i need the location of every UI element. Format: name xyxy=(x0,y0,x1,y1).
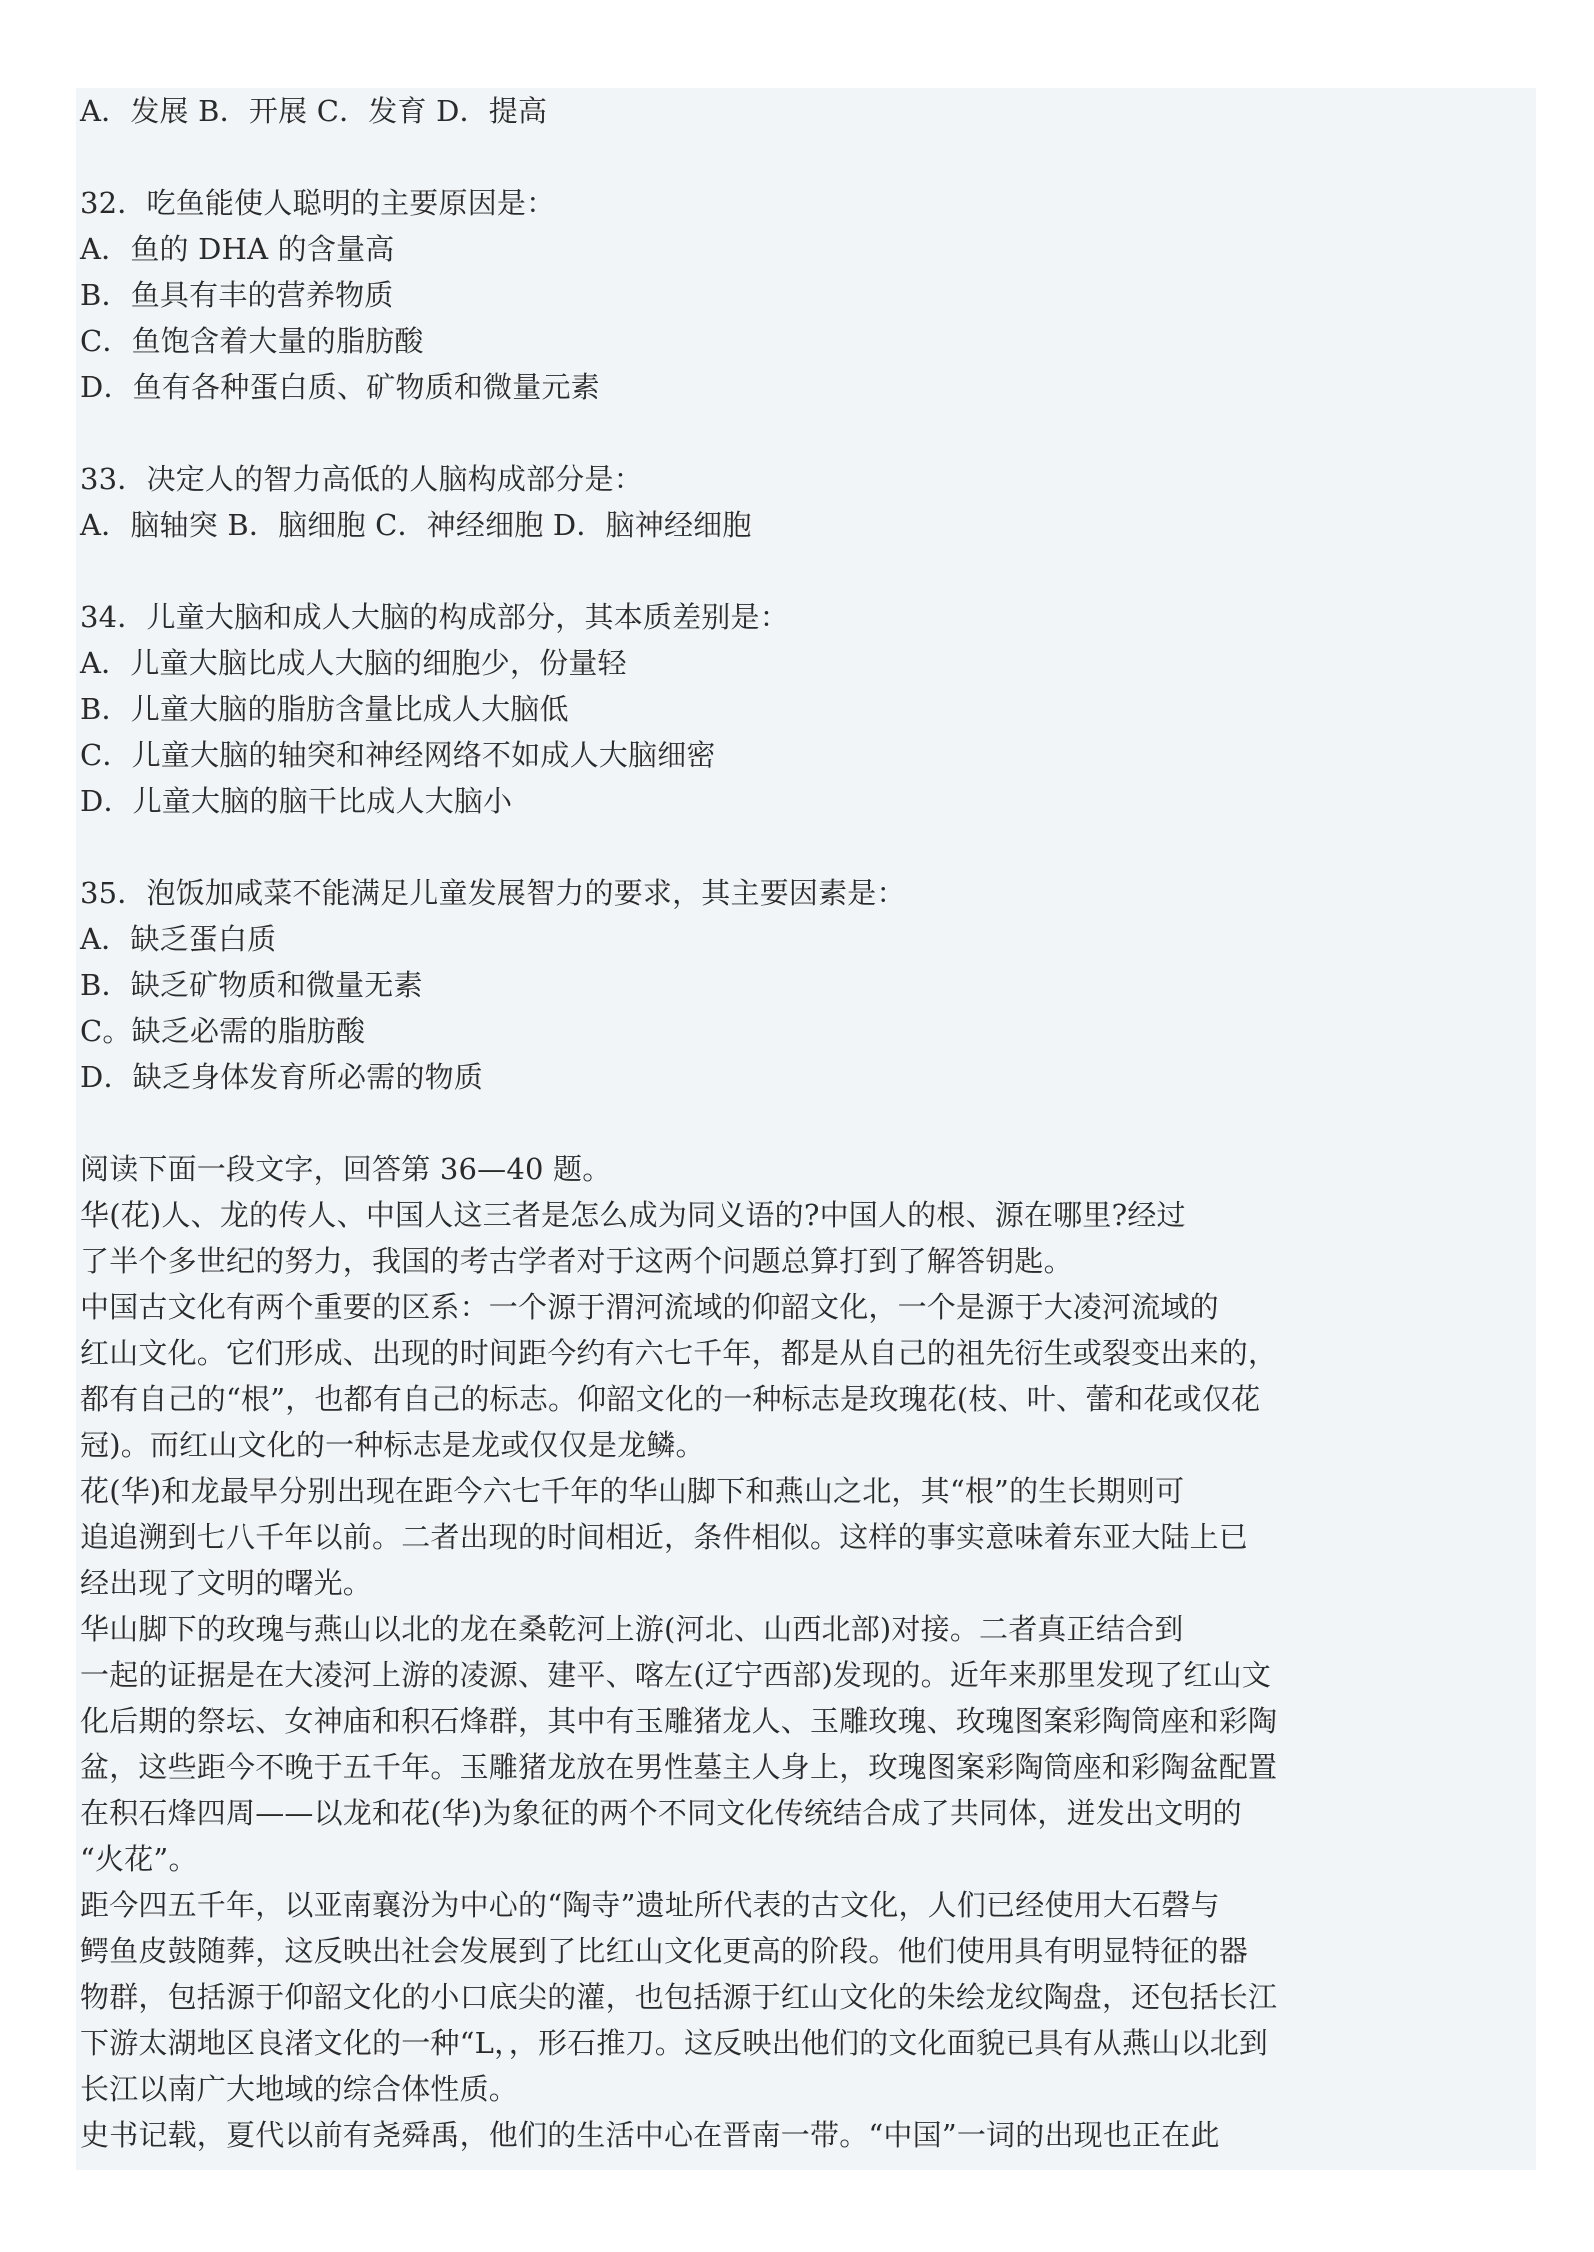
passage-line: 史书记载，夏代以前有尧舜禹，他们的生活中心在晋南一带。“中国”一词的出现也正在此 xyxy=(80,2118,1220,2152)
paragraph-gap xyxy=(80,548,1520,594)
question-35-option-d: D．缺乏身体发育所必需的物质 xyxy=(80,1060,484,1094)
passage-line: 一起的证据是在大凌河上游的凌源、建平、喀左(辽宁西部)发现的。近年来那里发现了红山文 xyxy=(80,1658,1272,1692)
question-31 xyxy=(80,88,1520,134)
question-34 xyxy=(80,594,1520,824)
passage-line: 经出现了文明的曙光。 xyxy=(80,1566,373,1600)
question-34-option-c: C．儿童大脑的轴突和神经网络不如成人大脑细密 xyxy=(80,738,716,772)
question-34-option-a: A．儿童大脑比成人大脑的细胞少，份量轻 xyxy=(80,646,627,680)
question-35-option-a: A．缺乏蛋白质 xyxy=(80,922,277,956)
question-32-option-c: C．鱼饱含着大量的脂肪酸 xyxy=(80,324,424,358)
question-33-options: A．脑轴突 B．脑细胞 C．神经细胞 D．脑神经细胞 xyxy=(80,508,752,542)
passage-line: 中国古文化有两个重要的区系：一个源于渭河流域的仰韶文化，一个是源于大凌河流域的 xyxy=(80,1290,1219,1324)
question-32 xyxy=(80,180,1520,410)
passage-line: 在积石烽四周——以龙和花(华)为象征的两个不同文化传统结合成了共同体，迸发出文明的 xyxy=(80,1796,1242,1830)
question-33-stem: 33．决定人的智力高低的人脑构成部分是： xyxy=(80,462,643,496)
passage-line: 化后期的祭坛、女神庙和积石烽群，其中有玉雕猪龙人、玉雕玫瑰、玫瑰图案彩陶筒座和彩陶 xyxy=(80,1704,1278,1738)
passage-intro: 阅读下面一段文字，回答第 36—40 题。 xyxy=(80,1152,612,1186)
passage-line: 长江以南广大地域的综合体性质。 xyxy=(80,2072,519,2106)
passage-line: 鳄鱼皮鼓随葬，这反映出社会发展到了比红山文化更高的阶段。他们使用具有明显特征的器 xyxy=(80,1934,1249,1968)
question-34-option-d: D．儿童大脑的脑干比成人大脑小 xyxy=(80,784,513,818)
question-34-option-b: B．儿童大脑的脂肪含量比成人大脑低 xyxy=(80,692,569,726)
passage-line: 盆，这些距今不晚于五千年。玉雕猪龙放在男性墓主人身上，玫瑰图案彩陶筒座和彩陶盆配置 xyxy=(80,1750,1278,1784)
question-31-options: A．发展 B．开展 C．发育 D．提高 xyxy=(80,94,548,128)
paragraph-gap xyxy=(80,410,1520,456)
passage-line: 花(华)和龙最早分别出现在距今六七千年的华山脚下和燕山之北，其“根”的生长期则可 xyxy=(80,1474,1185,1508)
passage-line: 距今四五千年，以亚南襄汾为中心的“陶寺”遗址所代表的古文化，人们已经使用大石磬与 xyxy=(80,1888,1220,1922)
passage-line: 冠)。而红山文化的一种标志是龙或仅仅是龙鳞。 xyxy=(80,1428,705,1462)
question-35-option-b: B．缺乏矿物质和微量无素 xyxy=(80,968,423,1002)
question-33 xyxy=(80,456,1520,548)
question-35-option-c: C。缺乏必需的脂肪酸 xyxy=(80,1014,366,1048)
passage-line: “火花”。 xyxy=(80,1842,198,1876)
question-32-stem: 32．吃鱼能使人聪明的主要原因是： xyxy=(80,186,556,220)
question-35 xyxy=(80,870,1520,1100)
passage-line: 都有自己的“根”，也都有自己的标志。仰韶文化的一种标志是玫瑰花(枝、叶、蕾和花或仅花 xyxy=(80,1382,1261,1416)
question-34-stem: 34．儿童大脑和成人大脑的构成部分，其本质差别是： xyxy=(80,600,789,634)
passage-line: 物群，包括源于仰韶文化的小口底尖的灌，也包括源于红山文化的朱绘龙纹陶盘，还包括长江 xyxy=(80,1980,1278,2014)
passage-line: 华山脚下的玫瑰与燕山以北的龙在桑乾河上游(河北、山西北部)对接。二者真正结合到 xyxy=(80,1612,1184,1646)
passage-line: 红山文化。它们形成、出现的时间距今约有六七千年，都是从自己的祖先衍生或裂变出来的， xyxy=(80,1336,1278,1370)
question-32-option-a: A．鱼的 DHA 的含量高 xyxy=(80,232,395,266)
paragraph-gap xyxy=(80,1100,1520,1146)
document-content xyxy=(80,88,1520,2158)
passage-line: 华(花)人、龙的传人、中国人这三者是怎么成为同义语的?中国人的根、源在哪里?经过 xyxy=(80,1198,1186,1232)
question-32-option-d: D．鱼有各种蛋白质、矿物质和微量元素 xyxy=(80,370,600,404)
passage-line: 了半个多世纪的努力，我国的考古学者对于这两个问题总算打到了解答钥匙。 xyxy=(80,1244,1073,1278)
reading-passage xyxy=(80,1146,1520,2158)
question-32-option-b: B．鱼具有丰的营养物质 xyxy=(80,278,394,312)
passage-line: 下游太湖地区良渚文化的一种“L，，形石推刀。这反映出他们的文化面貌已具有从燕山以北到 xyxy=(80,2026,1268,2060)
paragraph-gap xyxy=(80,824,1520,870)
paragraph-gap xyxy=(80,134,1520,180)
question-35-stem: 35．泡饭加咸菜不能满足儿童发展智力的要求，其主要因素是： xyxy=(80,876,906,910)
passage-line: 追追溯到七八千年以前。二者出现的时间相近，条件相似。这样的事实意味着东亚大陆上已 xyxy=(80,1520,1249,1554)
